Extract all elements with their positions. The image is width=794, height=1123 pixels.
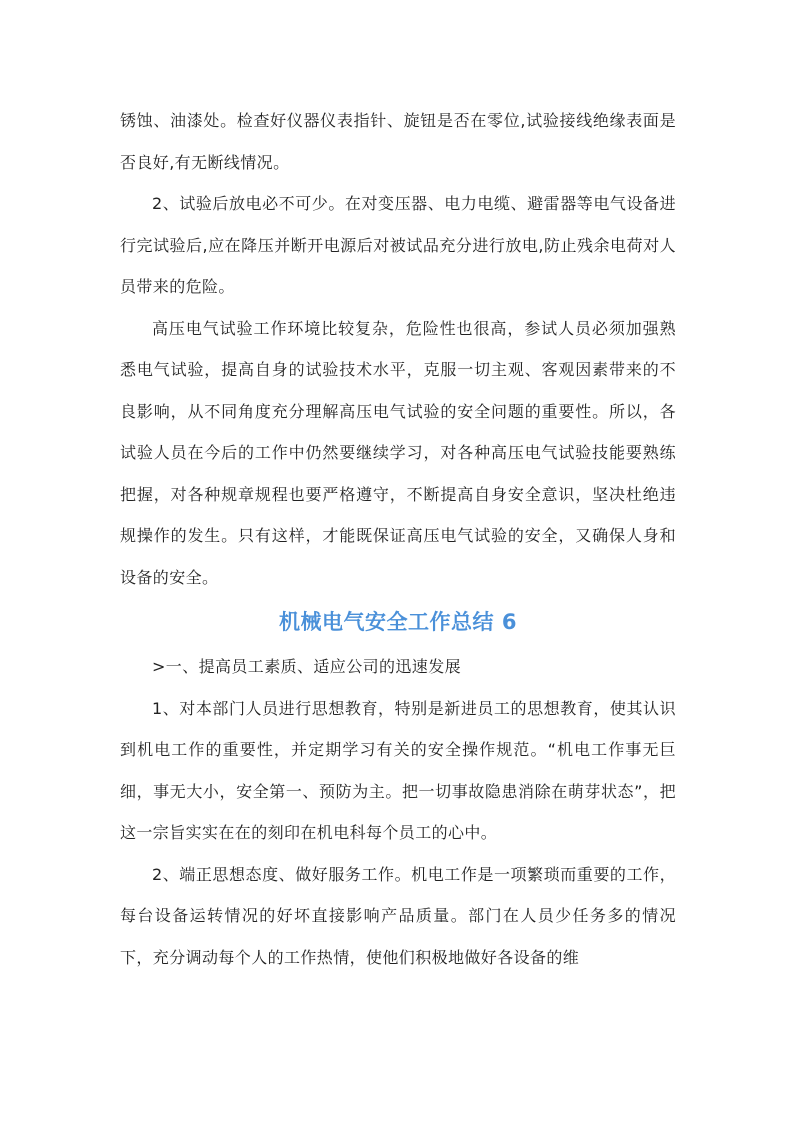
section-heading: 机械电气安全工作总结 6 — [279, 610, 517, 634]
paragraph-ideological-education: 1、对本部门人员进行思想教育，特别是新进员工的思想教育，使其认识到机电工作的重要性，并定期学习有关的安全操作规范。“机电工作事无巨细，事无大小，安全第一、预防为主。把一切事故隐患消除在萌芽状态”，把这一宗旨实实在在的刻印在机电科每个员工的心中。 — [120, 698, 676, 842]
paragraph-service-attitude: 2、端正思想态度、做好服务工作。机电工作是一项繁琐而重要的工作，每台设备运转情况的好坏直接影响产品质量。部门在人员少任务多的情况下，充分调动每个人的工作热情，使他们积极地做好各设备的维 — [120, 864, 676, 967]
paragraph-inspection-continued: 锈蚀、油漆处。检查好仪器仪表指针、旋钮是否在零位,试验接线绝缘表面是否良好,有无断线情况。 — [120, 111, 676, 172]
document-body — [120, 100, 676, 978]
paragraph-discharge-after-test: 2、试验后放电必不可少。在对变压器、电力电缆、避雷器等电气设备进行完试验后,应在降压并断开电源后对被试品充分进行放电,防止残余电荷对人员带来的危险。 — [120, 194, 676, 296]
subheading-improve-staff-quality: >一、提高员工素质、适应公司的迅速发展 — [152, 657, 462, 676]
paragraph-high-voltage-summary: 高压电气试验工作环境比较复杂，危险性也很高，参试人员必须加强熟悉电气试验，提高自身的试验技术水平，克服一切主观、客观因素带来的不良影响，从不同角度充分理解高压电气试验的安全问题的重要性。所以，各试验人员在今后的工作中仍然要继续学习，对各种高压电气试验技能要熟练把握，对各种规章规程也要严格遵守，不断提高自身安全意识，坚决杜绝违规操作的发生。只有这样，才能既保证高压电气试验的安全，又确保人身和设备的安全。 — [120, 318, 676, 587]
